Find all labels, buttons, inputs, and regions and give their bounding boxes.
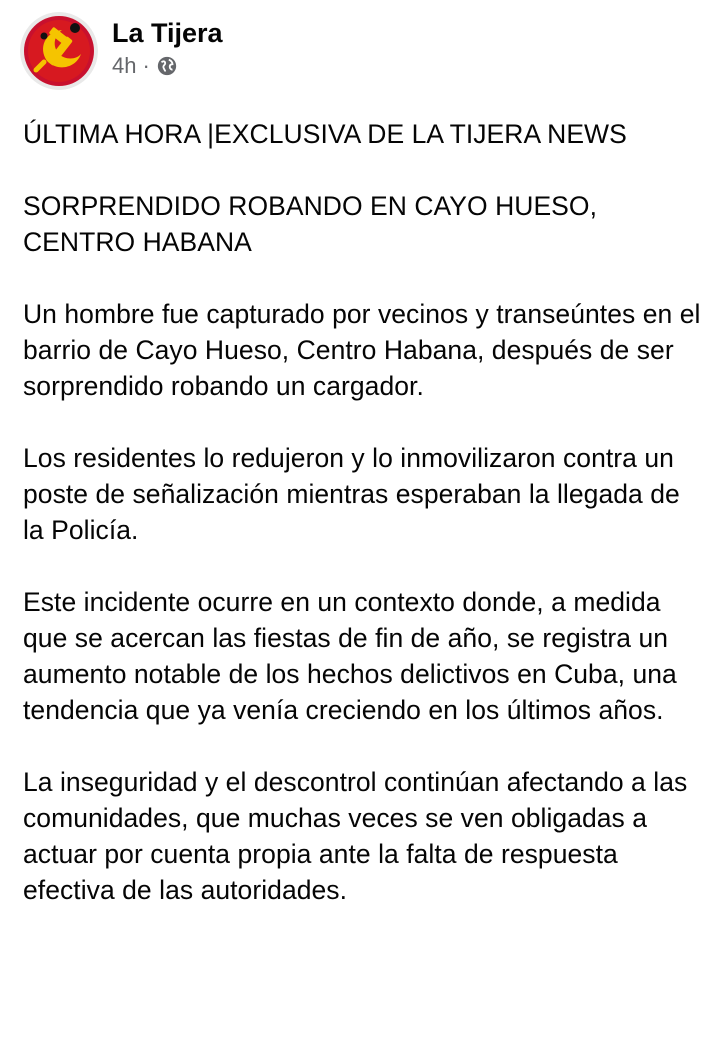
- hammer-sickle-logo-icon: [20, 12, 98, 90]
- page-name[interactable]: La Tijera: [112, 18, 223, 48]
- post-paragraph: Los residentes lo redujeron y lo inmovilizaron contra un poste de señalización mientras esperaban la llegada de la Policía.: [23, 443, 680, 545]
- post-paragraph: Un hombre fue capturado por vecinos y transeúntes en el barrio de Cayo Hueso, Centro Habana, después de ser sorprendido robando un cargador.: [23, 299, 701, 401]
- globe-icon[interactable]: [156, 55, 178, 77]
- post-paragraph: La inseguridad y el descontrol continúan afectando a las comunidades, que muchas veces se ven obligadas a actuar por cuenta propia ante la falta de respuesta efectiva de las autoridades.: [23, 767, 688, 905]
- post-header: [20, 12, 223, 92]
- post-meta: [112, 12, 223, 80]
- avatar[interactable]: [20, 12, 98, 90]
- separator-dot: ·: [142, 53, 150, 78]
- post-body: [23, 116, 703, 908]
- post-paragraph: ÚLTIMA HORA |EXCLUSIVA DE LA TIJERA NEWS: [23, 119, 627, 149]
- post-paragraph: Este incidente ocurre en un contexto donde, a medida que se acercan las fiestas de fin de año, se registra un aumento notable de los hechos delictivos en Cuba, una tendencia que ya venía creciendo en los últimos años.: [23, 587, 677, 725]
- post-time[interactable]: 4h: [112, 53, 137, 78]
- post-paragraph: SORPRENDIDO ROBANDO EN CAYO HUESO, CENTRO HABANA: [23, 191, 597, 257]
- post-subtitle: [112, 52, 223, 80]
